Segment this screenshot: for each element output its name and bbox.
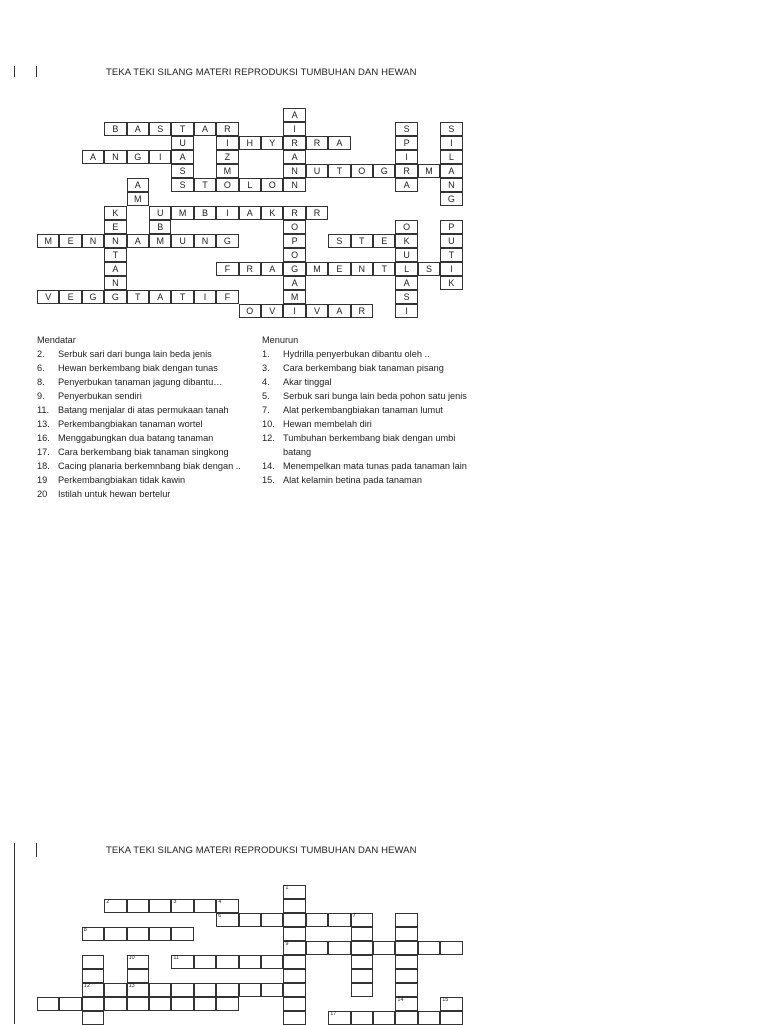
cell-number: 9 [285, 941, 289, 947]
blank-grid-cell[interactable] [283, 927, 305, 941]
clue-text: Istilah untuk hewan bertelur [58, 489, 171, 499]
blank-grid-cell[interactable] [171, 899, 193, 913]
grid-cell: K [104, 206, 126, 220]
blank-grid-cell[interactable] [418, 941, 440, 955]
blank-grid-cell[interactable] [283, 885, 305, 899]
clue-number: 7. [262, 405, 270, 415]
grid-cell: O [261, 178, 283, 192]
clue-number: 1. [262, 349, 270, 359]
blank-grid-cell[interactable] [194, 955, 216, 969]
blank-grid-cell[interactable] [37, 997, 59, 1011]
grid-cell: B [194, 206, 216, 220]
blank-grid-cell[interactable] [261, 983, 283, 997]
grid-cell: M [171, 206, 193, 220]
cell-number: 7 [352, 913, 356, 919]
cell-number: 11 [173, 955, 180, 961]
blank-grid-cell[interactable] [351, 941, 373, 955]
blank-grid-cell[interactable] [82, 927, 104, 941]
blank-grid-cell[interactable] [395, 927, 417, 941]
clue-number: 10. [262, 419, 275, 429]
blank-grid-cell[interactable] [283, 969, 305, 983]
grid-cell: T [171, 122, 193, 136]
grid-cell: S [328, 234, 350, 248]
grid-cell: N [440, 178, 462, 192]
clue-item [37, 347, 241, 361]
clue-item [262, 431, 467, 445]
grid-cell: I [440, 262, 462, 276]
grid-cell: N [82, 234, 104, 248]
blank-grid-cell[interactable] [82, 983, 104, 997]
blank-grid-cell[interactable] [82, 969, 104, 983]
blank-grid-cell[interactable] [216, 983, 238, 997]
blank-grid-cell[interactable] [194, 997, 216, 1011]
blank-grid-cell[interactable] [283, 955, 305, 969]
blank-grid-cell[interactable] [171, 997, 193, 1011]
grid-cell: V [261, 304, 283, 318]
grid-cell: R [395, 164, 417, 178]
blank-grid-cell[interactable] [59, 997, 81, 1011]
grid-cell: Y [261, 136, 283, 150]
grid-cell: A [171, 150, 193, 164]
clue-item [37, 403, 241, 417]
blank-grid-cell[interactable] [104, 899, 126, 913]
grid-cell: A [127, 122, 149, 136]
grid-cell: E [373, 234, 395, 248]
clue-number: 5. [262, 391, 270, 401]
grid-cell: N [104, 276, 126, 290]
grid-cell: V [37, 290, 59, 304]
clue-text: Penyerbukan sendiri [58, 391, 142, 401]
grid-cell: E [59, 290, 81, 304]
clue-number: 4. [262, 377, 270, 387]
clue-number: 15. [262, 475, 275, 485]
blank-grid-cell[interactable] [440, 1011, 462, 1025]
grid-cell: N [194, 234, 216, 248]
grid-cell: I [149, 150, 171, 164]
clue-number: 8. [37, 377, 45, 387]
grid-cell: T [328, 164, 350, 178]
clue-number: 12. [262, 433, 275, 443]
grid-cell: M [418, 164, 440, 178]
clue-text: batang [283, 447, 312, 457]
grid-cell: A [127, 234, 149, 248]
blank-grid-cell[interactable] [373, 941, 395, 955]
clue-text: Cara berkembang biak tanaman singkong [58, 447, 229, 457]
grid-cell: K [440, 276, 462, 290]
grid-cell: A [440, 164, 462, 178]
grid-cell: A [283, 276, 305, 290]
grid-cell: M [283, 290, 305, 304]
grid-cell: E [59, 234, 81, 248]
grid-cell: I [194, 290, 216, 304]
grid-cell: I [395, 150, 417, 164]
grid-cell: T [171, 290, 193, 304]
grid-cell: G [373, 164, 395, 178]
blank-grid-cell[interactable] [351, 913, 373, 927]
blank-grid-cell[interactable] [395, 997, 417, 1011]
grid-cell: G [216, 234, 238, 248]
grid-cell: A [239, 206, 261, 220]
grid-cell: M [127, 192, 149, 206]
clue-number: 19 [37, 475, 48, 485]
grid-cell: S [395, 290, 417, 304]
blank-grid-cell[interactable] [171, 983, 193, 997]
grid-cell: U [440, 234, 462, 248]
grid-cell: T [440, 248, 462, 262]
blank-grid-cell[interactable] [127, 927, 149, 941]
grid-cell: U [171, 234, 193, 248]
clue-item [37, 375, 241, 389]
grid-cell: A [127, 178, 149, 192]
blank-grid-cell[interactable] [440, 997, 462, 1011]
grid-cell: G [127, 150, 149, 164]
grid-cell: N [283, 178, 305, 192]
menurun-header: Menurun [262, 335, 299, 345]
grid-cell: A [328, 304, 350, 318]
cell-number: 4 [218, 899, 222, 905]
clue-item [37, 389, 241, 403]
blank-grid-cell[interactable] [216, 913, 238, 927]
cell-number: 6 [218, 913, 222, 919]
grid-cell: K [261, 206, 283, 220]
clue-number: 16. [37, 433, 50, 443]
blank-grid-cell[interactable] [127, 899, 149, 913]
grid-cell: U [149, 206, 171, 220]
blank-grid-cell[interactable] [283, 983, 305, 997]
clue-text: Hydrilla penyerbukan dibantu oleh .. [283, 349, 430, 359]
grid-cell: G [283, 262, 305, 276]
grid-cell: U [306, 164, 328, 178]
clue-item [262, 459, 467, 473]
clue-text: Batang menjalar di atas permukaan tanah [58, 405, 229, 415]
grid-cell: A [194, 122, 216, 136]
grid-cell: B [104, 122, 126, 136]
blank-grid-cell[interactable] [149, 997, 171, 1011]
grid-cell: R [351, 304, 373, 318]
clue-text: Menggabungkan dua batang tanaman [58, 433, 214, 443]
blank-grid-cell[interactable] [194, 899, 216, 913]
blank-grid-cell[interactable] [283, 899, 305, 913]
grid-cell: L [395, 262, 417, 276]
blank-grid-cell[interactable] [395, 983, 417, 997]
grid-cell: R [306, 136, 328, 150]
grid-cell: E [104, 220, 126, 234]
clue-text: Perkembangbiakan tidak kawin [58, 475, 186, 485]
blank-grid-cell[interactable] [306, 941, 328, 955]
grid-cell: N [283, 164, 305, 178]
blank-grid-cell[interactable] [283, 1011, 305, 1025]
clue-text: Akar tinggal [283, 377, 332, 387]
grid-cell: A [283, 150, 305, 164]
menurun-clues [262, 333, 467, 487]
blank-grid-cell[interactable] [373, 1011, 395, 1025]
blank-grid-cell[interactable] [395, 913, 417, 927]
grid-cell: I [216, 206, 238, 220]
blank-grid-cell[interactable] [127, 983, 149, 997]
grid-cell: F [216, 290, 238, 304]
grid-cell: I [395, 304, 417, 318]
blank-grid-cell[interactable] [82, 997, 104, 1011]
clue-number: 2. [37, 349, 45, 359]
clue-item [262, 417, 467, 431]
mendatar-header: Mendatar [37, 335, 76, 345]
blank-grid-cell[interactable] [351, 983, 373, 997]
blank-grid-cell[interactable] [351, 969, 373, 983]
blank-grid-cell[interactable] [216, 997, 238, 1011]
clue-text: Penyerbukan tanaman jagung dibantu… [58, 377, 223, 387]
blank-grid-cell[interactable] [127, 969, 149, 983]
blank-grid-cell[interactable] [328, 913, 350, 927]
grid-cell: Z [216, 150, 238, 164]
grid-cell: A [395, 276, 417, 290]
blank-grid-cell[interactable] [149, 899, 171, 913]
clue-item [262, 473, 467, 487]
page-title: TEKA TEKI SILANG MATERI REPRODUKSI TUMBUHAN DAN HEWAN [106, 67, 417, 78]
blank-grid-cell[interactable] [171, 955, 193, 969]
blank-grid-cell[interactable] [82, 1011, 104, 1025]
grid-cell: M [149, 234, 171, 248]
grid-cell: O [283, 248, 305, 262]
clue-number: 11. [37, 405, 50, 415]
clue-item [262, 389, 467, 403]
cell-number: 12 [83, 983, 90, 989]
clue-text: Hewan membelah diri [283, 419, 372, 429]
grid-cell: O [216, 178, 238, 192]
grid-cell: L [440, 150, 462, 164]
grid-cell: S [171, 178, 193, 192]
grid-cell: T [373, 262, 395, 276]
margin-mark [14, 843, 15, 1024]
clue-text: Perkembangbiakan tanaman wortel [58, 419, 203, 429]
grid-cell: F [216, 262, 238, 276]
clue-number: 13. [37, 419, 50, 429]
clue-text: Alat kelamin betina pada tanaman [283, 475, 422, 485]
blank-grid-cell[interactable] [149, 983, 171, 997]
blank-grid-cell[interactable] [239, 913, 261, 927]
clue-item [262, 347, 467, 361]
clue-item [37, 487, 241, 501]
grid-cell: O [395, 220, 417, 234]
blank-grid-cell[interactable] [395, 955, 417, 969]
blank-grid-cell[interactable] [171, 927, 193, 941]
clue-text: Cacing planaria berkemnbang biak dengan .. [58, 461, 241, 471]
grid-cell: A [328, 136, 350, 150]
blank-grid-cell[interactable] [328, 1011, 350, 1025]
grid-cell: U [171, 136, 193, 150]
blank-grid-cell[interactable] [283, 913, 305, 927]
clue-item [37, 445, 241, 459]
grid-cell: O [283, 220, 305, 234]
blank-grid-cell[interactable] [283, 941, 305, 955]
clue-text: Serbuk sari bunga lain beda pohon satu jenis [283, 391, 467, 401]
grid-cell: P [395, 136, 417, 150]
clue-item [262, 361, 467, 375]
grid-cell: U [395, 248, 417, 262]
blank-grid-cell[interactable] [328, 941, 350, 955]
blank-grid-cell[interactable] [239, 955, 261, 969]
clue-item [262, 445, 467, 459]
blank-grid-cell[interactable] [395, 969, 417, 983]
grid-cell: S [149, 122, 171, 136]
grid-cell: R [283, 136, 305, 150]
blank-grid-cell[interactable] [82, 955, 104, 969]
grid-cell: S [440, 122, 462, 136]
cell-number: 17 [330, 1011, 337, 1017]
clue-item [37, 417, 241, 431]
cell-number: 2 [106, 899, 110, 905]
grid-cell: N [351, 262, 373, 276]
blank-grid-cell[interactable] [306, 913, 328, 927]
grid-cell: O [239, 304, 261, 318]
grid-cell: I [283, 122, 305, 136]
blank-grid-cell[interactable] [216, 955, 238, 969]
grid-cell: A [149, 290, 171, 304]
grid-cell: G [82, 290, 104, 304]
grid-cell: R [283, 206, 305, 220]
clue-number: 3. [262, 363, 270, 373]
clue-item [262, 375, 467, 389]
grid-cell: S [395, 122, 417, 136]
blank-grid-cell[interactable] [216, 899, 238, 913]
clue-number: 6. [37, 363, 45, 373]
blank-grid-cell[interactable] [261, 955, 283, 969]
clue-text: Tumbuhan berkembang biak dengan umbi [283, 433, 456, 443]
margin-mark [36, 66, 37, 77]
cell-number: 3 [173, 899, 177, 905]
clue-text: Hewan berkembang biak dengan tunas [58, 363, 218, 373]
grid-cell: I [216, 136, 238, 150]
blank-grid-cell[interactable] [127, 955, 149, 969]
grid-cell: N [104, 150, 126, 164]
grid-cell: A [261, 262, 283, 276]
blank-grid-cell[interactable] [149, 927, 171, 941]
blank-grid-cell[interactable] [351, 1011, 373, 1025]
clue-item [37, 361, 241, 375]
grid-cell: N [104, 234, 126, 248]
blank-grid-cell[interactable] [351, 955, 373, 969]
blank-grid-cell[interactable] [261, 913, 283, 927]
clue-item [37, 459, 241, 473]
clue-text: Menempelkan mata tunas pada tanaman lain [283, 461, 467, 471]
margin-mark [36, 843, 37, 857]
grid-cell: S [171, 164, 193, 178]
blank-grid-cell[interactable] [104, 927, 126, 941]
clue-number: 20 [37, 489, 48, 499]
grid-cell: M [216, 164, 238, 178]
clue-text: Alat perkembangbiakan tanaman lumut [283, 405, 443, 415]
clue-number: 18. [37, 461, 50, 471]
clue-item [37, 431, 241, 445]
grid-cell: T [104, 248, 126, 262]
mendatar-clues [37, 333, 241, 501]
grid-cell: R [306, 206, 328, 220]
clue-number: 17. [37, 447, 50, 457]
cell-number: 13 [128, 983, 135, 989]
cell-number: 15 [442, 997, 449, 1003]
grid-cell: G [440, 192, 462, 206]
grid-cell: T [194, 178, 216, 192]
cell-number: 1 [285, 885, 289, 891]
grid-cell: P [283, 234, 305, 248]
grid-cell: R [216, 122, 238, 136]
blank-grid-cell[interactable] [194, 983, 216, 997]
blank-grid-cell[interactable] [104, 997, 126, 1011]
margin-mark [14, 66, 15, 77]
grid-cell: A [82, 150, 104, 164]
cell-number: 8 [83, 927, 87, 933]
grid-cell: G [104, 290, 126, 304]
blank-grid-cell[interactable] [239, 983, 261, 997]
grid-cell: M [37, 234, 59, 248]
blank-grid-cell[interactable] [440, 941, 462, 955]
grid-cell: T [127, 290, 149, 304]
grid-cell: E [328, 262, 350, 276]
blank-grid-cell[interactable] [104, 983, 126, 997]
clue-item [262, 403, 467, 417]
grid-cell: A [395, 178, 417, 192]
page-title-2: TEKA TEKI SILANG MATERI REPRODUKSI TUMBUHAN DAN HEWAN [106, 845, 417, 856]
blank-grid-cell[interactable] [351, 927, 373, 941]
grid-cell: V [306, 304, 328, 318]
cell-number: 10 [128, 955, 135, 961]
clue-item [37, 473, 241, 487]
clue-number: 14. [262, 461, 275, 471]
grid-cell: I [283, 304, 305, 318]
grid-cell: A [283, 108, 305, 122]
blank-grid-cell[interactable] [283, 997, 305, 1011]
grid-cell: O [351, 164, 373, 178]
grid-cell: L [239, 178, 261, 192]
grid-cell: B [149, 220, 171, 234]
clue-number: 9. [37, 391, 45, 401]
grid-cell: R [239, 262, 261, 276]
grid-cell: S [418, 262, 440, 276]
grid-cell: H [239, 136, 261, 150]
grid-cell: K [395, 234, 417, 248]
blank-grid-cell[interactable] [395, 1011, 417, 1025]
grid-cell: P [440, 220, 462, 234]
blank-grid-cell[interactable] [127, 997, 149, 1011]
blank-grid-cell[interactable] [418, 1011, 440, 1025]
cell-number: 14 [397, 997, 404, 1003]
grid-cell: A [104, 262, 126, 276]
grid-cell: M [306, 262, 328, 276]
clue-text: Serbuk sari dari bunga lain beda jenis [58, 349, 212, 359]
clue-text: Cara berkembang biak tanaman pisang [283, 363, 444, 373]
grid-cell: T [351, 234, 373, 248]
grid-cell: I [440, 136, 462, 150]
blank-grid-cell[interactable] [395, 941, 417, 955]
